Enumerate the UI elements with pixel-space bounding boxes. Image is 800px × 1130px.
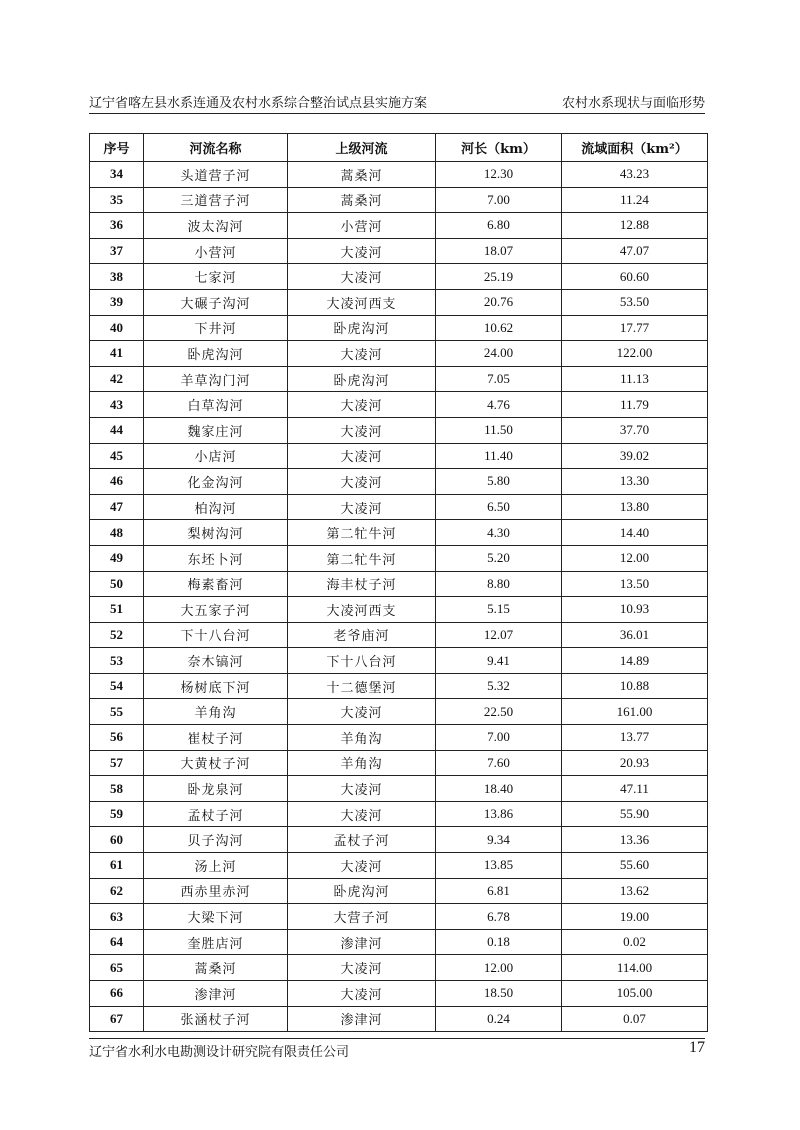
cell-length: 7.00 (436, 187, 562, 213)
cell-seq: 58 (90, 776, 144, 802)
cell-river-name: 白草沟河 (144, 392, 288, 418)
footer-divider (89, 1038, 705, 1039)
cell-seq: 46 (90, 469, 144, 495)
cell-river-name: 西赤里赤河 (144, 878, 288, 904)
cell-length: 12.00 (436, 955, 562, 981)
cell-seq: 57 (90, 750, 144, 776)
cell-parent-river: 大凌河西支 (288, 289, 436, 315)
cell-parent-river: 渗津河 (288, 929, 436, 955)
table-row (90, 853, 708, 879)
cell-river-name: 羊草沟门河 (144, 366, 288, 392)
cell-basin-area: 11.24 (562, 187, 708, 213)
table-header-row (90, 134, 708, 162)
cell-basin-area: 13.80 (562, 494, 708, 520)
cell-river-name: 孟杖子河 (144, 801, 288, 827)
cell-seq: 62 (90, 878, 144, 904)
column-header-length: 河长（km） (436, 134, 562, 162)
cell-basin-area: 122.00 (562, 341, 708, 367)
cell-seq: 55 (90, 699, 144, 725)
cell-basin-area: 0.07 (562, 1006, 708, 1032)
cell-seq: 63 (90, 904, 144, 930)
cell-basin-area: 161.00 (562, 699, 708, 725)
cell-river-name: 奈木镐河 (144, 648, 288, 674)
cell-parent-river: 下十八台河 (288, 648, 436, 674)
river-table (89, 133, 708, 1032)
cell-seq: 38 (90, 264, 144, 290)
cell-basin-area: 114.00 (562, 955, 708, 981)
table-row (90, 315, 708, 341)
cell-parent-river: 大凌河 (288, 494, 436, 520)
cell-seq: 43 (90, 392, 144, 418)
cell-river-name: 蒿桑河 (144, 955, 288, 981)
table-row (90, 187, 708, 213)
cell-parent-river: 大凌河 (288, 955, 436, 981)
cell-river-name: 大碾子沟河 (144, 289, 288, 315)
cell-seq: 45 (90, 443, 144, 469)
table-row (90, 827, 708, 853)
cell-length: 5.32 (436, 673, 562, 699)
cell-seq: 48 (90, 520, 144, 546)
table-row (90, 1006, 708, 1032)
table-row (90, 622, 708, 648)
cell-basin-area: 13.36 (562, 827, 708, 853)
cell-river-name: 贝子沟河 (144, 827, 288, 853)
cell-parent-river: 大凌河 (288, 801, 436, 827)
cell-length: 12.07 (436, 622, 562, 648)
cell-length: 6.81 (436, 878, 562, 904)
cell-parent-river: 大凌河 (288, 443, 436, 469)
cell-parent-river: 大凌河西支 (288, 597, 436, 623)
cell-parent-river: 孟杖子河 (288, 827, 436, 853)
cell-length: 22.50 (436, 699, 562, 725)
cell-basin-area: 19.00 (562, 904, 708, 930)
cell-basin-area: 0.02 (562, 929, 708, 955)
cell-length: 5.80 (436, 469, 562, 495)
table-row (90, 213, 708, 239)
cell-parent-river: 大营子河 (288, 904, 436, 930)
cell-basin-area: 60.60 (562, 264, 708, 290)
cell-seq: 40 (90, 315, 144, 341)
cell-seq: 53 (90, 648, 144, 674)
cell-basin-area: 105.00 (562, 981, 708, 1007)
cell-parent-river: 蒿桑河 (288, 162, 436, 188)
cell-seq: 42 (90, 366, 144, 392)
cell-length: 0.24 (436, 1006, 562, 1032)
cell-seq: 39 (90, 289, 144, 315)
cell-basin-area: 13.30 (562, 469, 708, 495)
cell-parent-river: 大凌河 (288, 417, 436, 443)
cell-basin-area: 39.02 (562, 443, 708, 469)
cell-seq: 51 (90, 597, 144, 623)
cell-basin-area: 11.13 (562, 366, 708, 392)
page-header (89, 92, 705, 114)
table-row (90, 699, 708, 725)
cell-length: 6.50 (436, 494, 562, 520)
cell-seq: 41 (90, 341, 144, 367)
cell-parent-river: 卧虎沟河 (288, 878, 436, 904)
column-header-parent-river: 上级河流 (288, 134, 436, 162)
cell-seq: 67 (90, 1006, 144, 1032)
table-row (90, 571, 708, 597)
cell-length: 18.50 (436, 981, 562, 1007)
cell-river-name: 梨树沟河 (144, 520, 288, 546)
cell-length: 5.20 (436, 545, 562, 571)
table-row (90, 341, 708, 367)
cell-length: 13.85 (436, 853, 562, 879)
cell-river-name: 三道营子河 (144, 187, 288, 213)
cell-parent-river: 老爷庙河 (288, 622, 436, 648)
cell-seq: 36 (90, 213, 144, 239)
page-number: 17 (689, 1039, 705, 1056)
cell-basin-area: 47.11 (562, 776, 708, 802)
cell-parent-river: 蒿桑河 (288, 187, 436, 213)
table-row (90, 162, 708, 188)
cell-seq: 60 (90, 827, 144, 853)
table-row (90, 955, 708, 981)
cell-parent-river: 羊角沟 (288, 750, 436, 776)
cell-length: 4.30 (436, 520, 562, 546)
table-row (90, 725, 708, 751)
cell-seq: 66 (90, 981, 144, 1007)
cell-seq: 64 (90, 929, 144, 955)
cell-seq: 50 (90, 571, 144, 597)
table-row (90, 264, 708, 290)
cell-river-name: 波太沟河 (144, 213, 288, 239)
cell-river-name: 大梁下河 (144, 904, 288, 930)
cell-basin-area: 12.00 (562, 545, 708, 571)
cell-basin-area: 55.60 (562, 853, 708, 879)
cell-basin-area: 17.77 (562, 315, 708, 341)
cell-length: 20.76 (436, 289, 562, 315)
cell-parent-river: 渗津河 (288, 1006, 436, 1032)
cell-river-name: 小店河 (144, 443, 288, 469)
cell-seq: 61 (90, 853, 144, 879)
cell-parent-river: 大凌河 (288, 981, 436, 1007)
cell-seq: 52 (90, 622, 144, 648)
cell-basin-area: 14.40 (562, 520, 708, 546)
table-row (90, 289, 708, 315)
cell-river-name: 梅素畜河 (144, 571, 288, 597)
cell-length: 7.05 (436, 366, 562, 392)
cell-length: 7.00 (436, 725, 562, 751)
cell-river-name: 渗津河 (144, 981, 288, 1007)
cell-parent-river: 大凌河 (288, 469, 436, 495)
cell-length: 10.62 (436, 315, 562, 341)
table-row (90, 981, 708, 1007)
cell-parent-river: 第二牤牛河 (288, 545, 436, 571)
cell-basin-area: 53.50 (562, 289, 708, 315)
cell-length: 9.34 (436, 827, 562, 853)
cell-parent-river: 大凌河 (288, 238, 436, 264)
cell-parent-river: 小营河 (288, 213, 436, 239)
cell-length: 0.18 (436, 929, 562, 955)
cell-basin-area: 36.01 (562, 622, 708, 648)
cell-seq: 59 (90, 801, 144, 827)
cell-river-name: 柏沟河 (144, 494, 288, 520)
cell-seq: 54 (90, 673, 144, 699)
document-title: 辽宁省喀左县水系连通及农村水系综合整治试点县实施方案 (89, 96, 428, 111)
table-row (90, 750, 708, 776)
table-row (90, 801, 708, 827)
cell-basin-area: 13.62 (562, 878, 708, 904)
cell-parent-river: 十二德堡河 (288, 673, 436, 699)
cell-length: 24.00 (436, 341, 562, 367)
table-row (90, 904, 708, 930)
cell-river-name: 大黄杖子河 (144, 750, 288, 776)
cell-parent-river: 第二牤牛河 (288, 520, 436, 546)
table-row (90, 469, 708, 495)
cell-seq: 34 (90, 162, 144, 188)
cell-seq: 56 (90, 725, 144, 751)
cell-length: 13.86 (436, 801, 562, 827)
cell-river-name: 大五家子河 (144, 597, 288, 623)
cell-seq: 49 (90, 545, 144, 571)
company-name: 辽宁省水利水电勘测设计研究院有限责任公司 (89, 1045, 350, 1060)
cell-basin-area: 20.93 (562, 750, 708, 776)
column-header-basin-area: 流域面积（km²） (562, 134, 708, 162)
cell-basin-area: 14.89 (562, 648, 708, 674)
cell-river-name: 七家河 (144, 264, 288, 290)
cell-basin-area: 55.90 (562, 801, 708, 827)
column-header-seq: 序号 (90, 134, 144, 162)
table-row (90, 392, 708, 418)
cell-river-name: 张涵杖子河 (144, 1006, 288, 1032)
cell-parent-river: 大凌河 (288, 853, 436, 879)
table-row (90, 597, 708, 623)
table-row (90, 443, 708, 469)
table-row (90, 878, 708, 904)
table-body (90, 162, 708, 1032)
page-footer (89, 1041, 705, 1063)
cell-length: 18.40 (436, 776, 562, 802)
cell-basin-area: 37.70 (562, 417, 708, 443)
cell-parent-river: 卧虎沟河 (288, 366, 436, 392)
table-row (90, 776, 708, 802)
cell-length: 11.40 (436, 443, 562, 469)
cell-river-name: 下十八台河 (144, 622, 288, 648)
cell-length: 7.60 (436, 750, 562, 776)
cell-parent-river: 大凌河 (288, 341, 436, 367)
cell-parent-river: 大凌河 (288, 699, 436, 725)
cell-river-name: 下井河 (144, 315, 288, 341)
table-row (90, 929, 708, 955)
cell-river-name: 卧龙泉河 (144, 776, 288, 802)
table-row (90, 648, 708, 674)
cell-river-name: 魏家庄河 (144, 417, 288, 443)
cell-basin-area: 12.88 (562, 213, 708, 239)
cell-parent-river: 卧虎沟河 (288, 315, 436, 341)
cell-river-name: 小营河 (144, 238, 288, 264)
cell-basin-area: 47.07 (562, 238, 708, 264)
cell-seq: 44 (90, 417, 144, 443)
column-header-river-name: 河流名称 (144, 134, 288, 162)
header-divider (89, 113, 705, 114)
cell-river-name: 头道营子河 (144, 162, 288, 188)
cell-seq: 65 (90, 955, 144, 981)
cell-basin-area: 13.50 (562, 571, 708, 597)
cell-seq: 35 (90, 187, 144, 213)
cell-parent-river: 海丰杖子河 (288, 571, 436, 597)
table-row (90, 673, 708, 699)
cell-length: 12.30 (436, 162, 562, 188)
table-row (90, 545, 708, 571)
cell-river-name: 羊角沟 (144, 699, 288, 725)
cell-basin-area: 11.79 (562, 392, 708, 418)
cell-length: 9.41 (436, 648, 562, 674)
table-row (90, 520, 708, 546)
cell-river-name: 奎胜店河 (144, 929, 288, 955)
cell-basin-area: 10.88 (562, 673, 708, 699)
cell-parent-river: 大凌河 (288, 392, 436, 418)
cell-parent-river: 大凌河 (288, 776, 436, 802)
cell-length: 6.80 (436, 213, 562, 239)
cell-length: 5.15 (436, 597, 562, 623)
table-row (90, 366, 708, 392)
table-row (90, 417, 708, 443)
chapter-title: 农村水系现状与面临形势 (561, 96, 705, 111)
cell-length: 18.07 (436, 238, 562, 264)
cell-parent-river: 大凌河 (288, 264, 436, 290)
cell-basin-area: 43.23 (562, 162, 708, 188)
table-row (90, 238, 708, 264)
cell-basin-area: 13.77 (562, 725, 708, 751)
cell-length: 25.19 (436, 264, 562, 290)
cell-river-name: 化金沟河 (144, 469, 288, 495)
cell-river-name: 东坯卜河 (144, 545, 288, 571)
cell-length: 6.78 (436, 904, 562, 930)
cell-river-name: 汤上河 (144, 853, 288, 879)
cell-river-name: 卧虎沟河 (144, 341, 288, 367)
cell-river-name: 崔杖子河 (144, 725, 288, 751)
cell-length: 4.76 (436, 392, 562, 418)
cell-length: 8.80 (436, 571, 562, 597)
cell-seq: 37 (90, 238, 144, 264)
cell-parent-river: 羊角沟 (288, 725, 436, 751)
cell-basin-area: 10.93 (562, 597, 708, 623)
table-row (90, 494, 708, 520)
cell-seq: 47 (90, 494, 144, 520)
cell-length: 11.50 (436, 417, 562, 443)
cell-river-name: 杨树底下河 (144, 673, 288, 699)
